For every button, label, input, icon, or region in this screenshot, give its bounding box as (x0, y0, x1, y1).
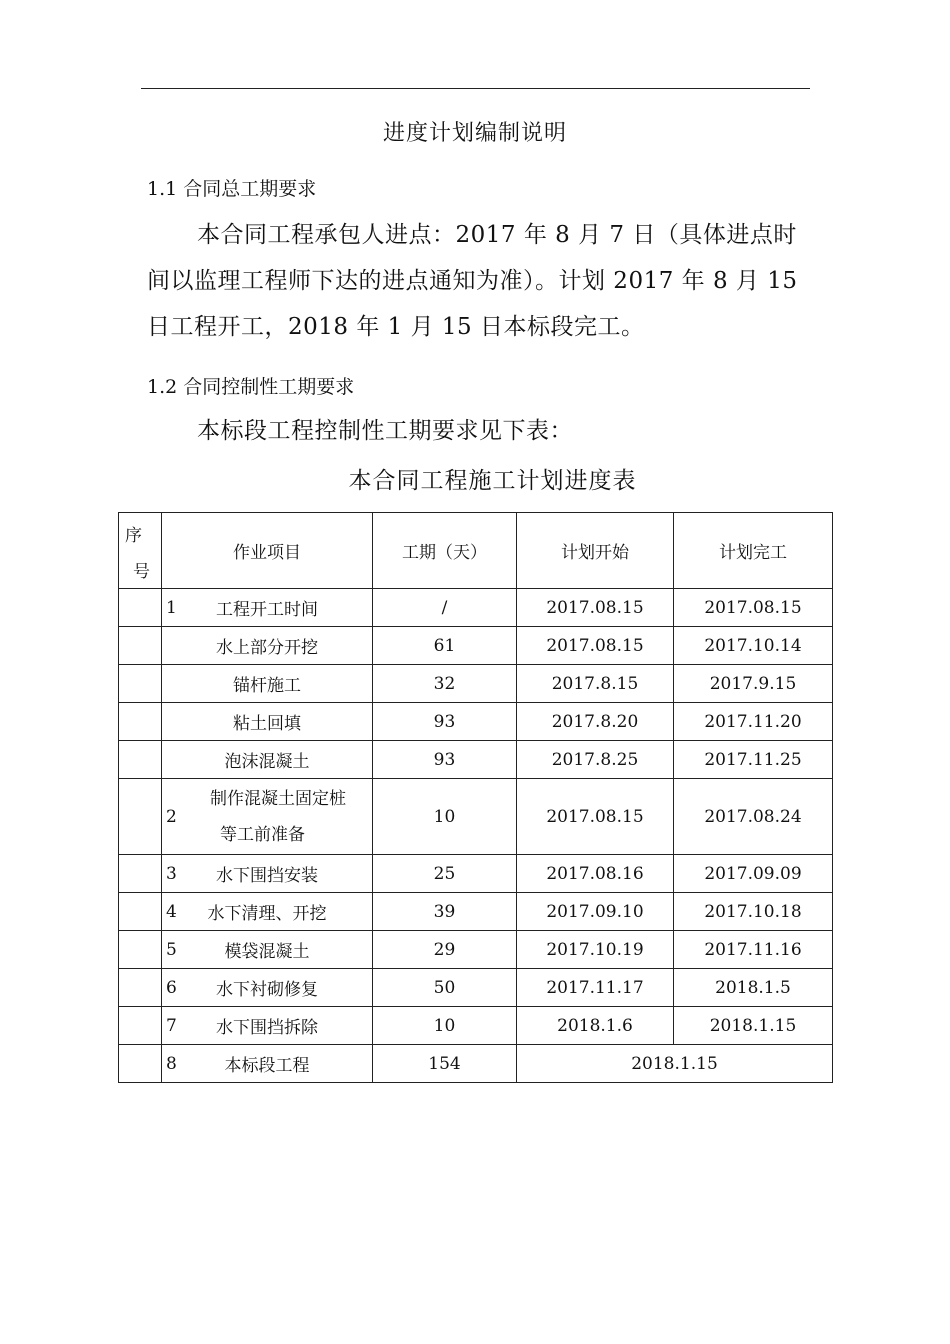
row-blank-cell (119, 703, 162, 741)
row-number: 8 (166, 1053, 177, 1074)
row-item (162, 893, 373, 931)
row-start: 2017.8.20 (517, 703, 674, 741)
paragraph-line-2: 间以监理工程师下达的进点通知为准）。计划 2017 年 8 月 15 (147, 268, 798, 294)
row-number: 3 (166, 863, 177, 884)
row-number: 4 (166, 901, 177, 922)
row-duration: 29 (373, 931, 517, 969)
row-duration: 39 (373, 893, 517, 931)
row-item (162, 969, 373, 1007)
header-item: 作业项目 (162, 513, 373, 589)
row-item (162, 589, 373, 627)
row-end: 2017.08.15 (674, 589, 833, 627)
row-item-name: 水上部分开挖 (216, 638, 318, 658)
row-number: 2 (166, 806, 177, 827)
row-number: 1 (166, 597, 177, 618)
row-completion-date: 2018.1.15 (517, 1045, 833, 1083)
row-end: 2017.09.09 (674, 855, 833, 893)
row-duration: 93 (373, 703, 517, 741)
table-title: 本合同工程施工计划进度表 (348, 468, 637, 494)
row-item-name: 粘土回填 (233, 714, 301, 734)
row-end: 2018.1.5 (674, 969, 833, 1007)
table-row (119, 665, 833, 703)
row-item-name: 泡沫混凝土 (224, 752, 310, 772)
row-item (162, 779, 373, 855)
row-item (162, 665, 373, 703)
header-seq (119, 513, 162, 589)
row-start: 2017.08.16 (517, 855, 674, 893)
header-start: 计划开始 (517, 513, 674, 589)
row-start: 2017.8.15 (517, 665, 674, 703)
row-item (162, 1007, 373, 1045)
row-end: 2017.11.20 (674, 703, 833, 741)
row-duration: 61 (373, 627, 517, 665)
row-item-name: 水下清理、开挖 (207, 904, 327, 924)
row-item (162, 741, 373, 779)
row-end: 2017.10.14 (674, 627, 833, 665)
header-seq-top: 序 (125, 526, 142, 546)
row-item (162, 855, 373, 893)
row-item (162, 931, 373, 969)
row-duration: 50 (373, 969, 517, 1007)
table-row (119, 741, 833, 779)
row-duration: / (373, 589, 517, 627)
table-row (119, 855, 833, 893)
row-blank-cell (119, 969, 162, 1007)
row-start: 2017.11.17 (517, 969, 674, 1007)
row-start: 2017.09.10 (517, 893, 674, 931)
row-start: 2017.08.15 (517, 589, 674, 627)
row-start: 2017.08.15 (517, 779, 674, 855)
header-duration: 工期（天） (373, 513, 517, 589)
table-row (119, 703, 833, 741)
table-row (119, 931, 833, 969)
row-blank-cell (119, 779, 162, 855)
table-row (119, 1007, 833, 1045)
row-duration: 154 (373, 1045, 517, 1083)
row-duration: 32 (373, 665, 517, 703)
row-duration: 10 (373, 1007, 517, 1045)
row-blank-cell (119, 931, 162, 969)
schedule-table (118, 512, 833, 1083)
row-item-name: 工程开工时间 (216, 600, 318, 620)
row-item (162, 703, 373, 741)
paragraph-line-1: 本合同工程承包人进点：2017 年 8 月 7 日（具体进点时 (197, 222, 797, 248)
row-blank-cell (119, 665, 162, 703)
row-number: 7 (166, 1015, 177, 1036)
row-end: 2017.10.18 (674, 893, 833, 931)
row-duration: 10 (373, 779, 517, 855)
section-1-paragraph (147, 212, 817, 350)
row-item (162, 1045, 373, 1083)
header-rule (141, 88, 810, 89)
row-end: 2017.08.24 (674, 779, 833, 855)
row-item (162, 627, 373, 665)
section-1-heading: 1.1 合同总工期要求 (147, 178, 317, 200)
row-item-line-1: 制作混凝土固定桩 (210, 788, 346, 809)
row-item-name: 锚杆施工 (233, 676, 301, 696)
table-row (119, 893, 833, 931)
document-title: 进度计划编制说明 (382, 121, 567, 146)
row-item-name: 水下围挡安装 (216, 866, 318, 886)
row-duration: 93 (373, 741, 517, 779)
row-end: 2017.11.16 (674, 931, 833, 969)
section-2-heading: 1.2 合同控制性工期要求 (147, 376, 355, 398)
header-end: 计划完工 (674, 513, 833, 589)
row-item-name: 水下衬砌修复 (216, 980, 318, 1000)
paragraph-line-3: 日工程开工，2018 年 1 月 15 日本标段完工。 (147, 314, 645, 340)
row-end: 2017.11.25 (674, 741, 833, 779)
row-start: 2017.8.25 (517, 741, 674, 779)
row-end: 2017.9.15 (674, 665, 833, 703)
row-item-name: 水下围挡拆除 (216, 1018, 318, 1038)
row-end: 2018.1.15 (674, 1007, 833, 1045)
row-item-name: 模袋混凝土 (224, 942, 310, 962)
table-row (119, 589, 833, 627)
row-blank-cell (119, 589, 162, 627)
row-duration: 25 (373, 855, 517, 893)
table-header-row (119, 513, 833, 589)
row-blank-cell (119, 855, 162, 893)
row-item-name: 本标段工程 (224, 1056, 310, 1076)
row-item-line-2: 等工前准备 (220, 824, 305, 845)
section-2-paragraph: 本标段工程控制性工期要求见下表： (197, 418, 573, 444)
table-row (119, 969, 833, 1007)
row-blank-cell (119, 627, 162, 665)
row-number: 5 (166, 939, 177, 960)
table-row (119, 627, 833, 665)
row-blank-cell (119, 1007, 162, 1045)
row-number: 6 (166, 977, 177, 998)
row-start: 2018.1.6 (517, 1007, 674, 1045)
table-row (119, 1045, 833, 1083)
row-blank-cell (119, 1045, 162, 1083)
row-start: 2017.08.15 (517, 627, 674, 665)
row-blank-cell (119, 741, 162, 779)
row-start: 2017.10.19 (517, 931, 674, 969)
row-blank-cell (119, 893, 162, 931)
header-seq-bottom: 号 (133, 562, 150, 582)
table-row (119, 779, 833, 855)
